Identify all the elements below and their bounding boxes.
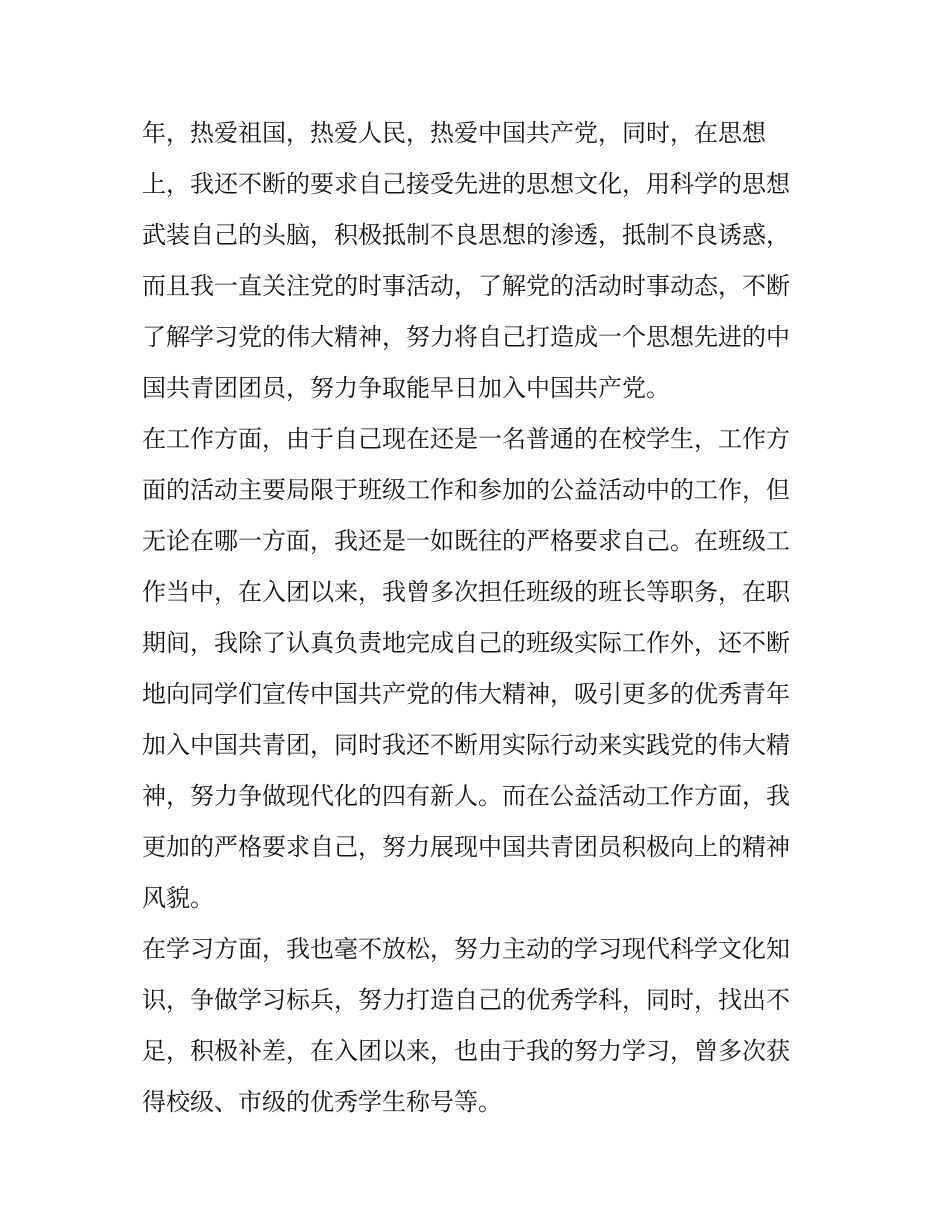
text-line: 得校级、市级的优秀学生称号等。 bbox=[142, 1088, 502, 1116]
text-line: 作当中，在入团以来，我曾多次担任班级的班长等职务，在职 bbox=[142, 578, 790, 606]
text-line: 足，积极补差，在入团以来，也由于我的努力学习，曾多次获 bbox=[142, 1037, 790, 1065]
text-line: 了解学习党的伟大精神，努力将自己打造成一个思想先进的中 bbox=[142, 323, 790, 351]
text-line: 在学习方面，我也毫不放松，努力主动的学习现代科学文化知 bbox=[142, 935, 790, 963]
text-line: 风貌。 bbox=[142, 884, 214, 912]
text-line: 年，热爱祖国，热爱人民，热爱中国共产党，同时，在思想 bbox=[142, 119, 766, 147]
paragraph-political bbox=[142, 108, 814, 414]
paragraph-work bbox=[142, 414, 814, 924]
text-line: 神，努力争做现代化的四有新人。而在公益活动工作方面，我 bbox=[142, 782, 790, 810]
text-line: 武装自己的头脑，积极抵制不良思想的渗透，抵制不良诱惑， bbox=[142, 221, 790, 249]
document-body bbox=[142, 108, 814, 1128]
text-line: 期间，我除了认真负责地完成自己的班级实际工作外，还不断 bbox=[142, 629, 790, 657]
text-line: 上，我还不断的要求自己接受先进的思想文化，用科学的思想 bbox=[142, 170, 790, 198]
text-line: 面的活动主要局限于班级工作和参加的公益活动中的工作，但 bbox=[142, 476, 790, 504]
paragraph-study bbox=[142, 924, 814, 1128]
text-line: 地向同学们宣传中国共产党的伟大精神，吸引更多的优秀青年 bbox=[142, 680, 790, 708]
text-line: 更加的严格要求自己，努力展现中国共青团员积极向上的精神 bbox=[142, 833, 790, 861]
text-line: 识，争做学习标兵，努力打造自己的优秀学科，同时，找出不 bbox=[142, 986, 790, 1014]
text-line: 无论在哪一方面，我还是一如既往的严格要求自己。在班级工 bbox=[142, 527, 790, 555]
text-line: 在工作方面，由于自己现在还是一名普通的在校学生，工作方 bbox=[142, 425, 790, 453]
text-line: 加入中国共青团，同时我还不断用实际行动来实践党的伟大精 bbox=[142, 731, 790, 759]
text-line: 国共青团团员，努力争取能早日加入中国共产党。 bbox=[142, 374, 670, 402]
text-line: 而且我一直关注党的时事活动，了解党的活动时事动态，不断 bbox=[142, 272, 790, 300]
